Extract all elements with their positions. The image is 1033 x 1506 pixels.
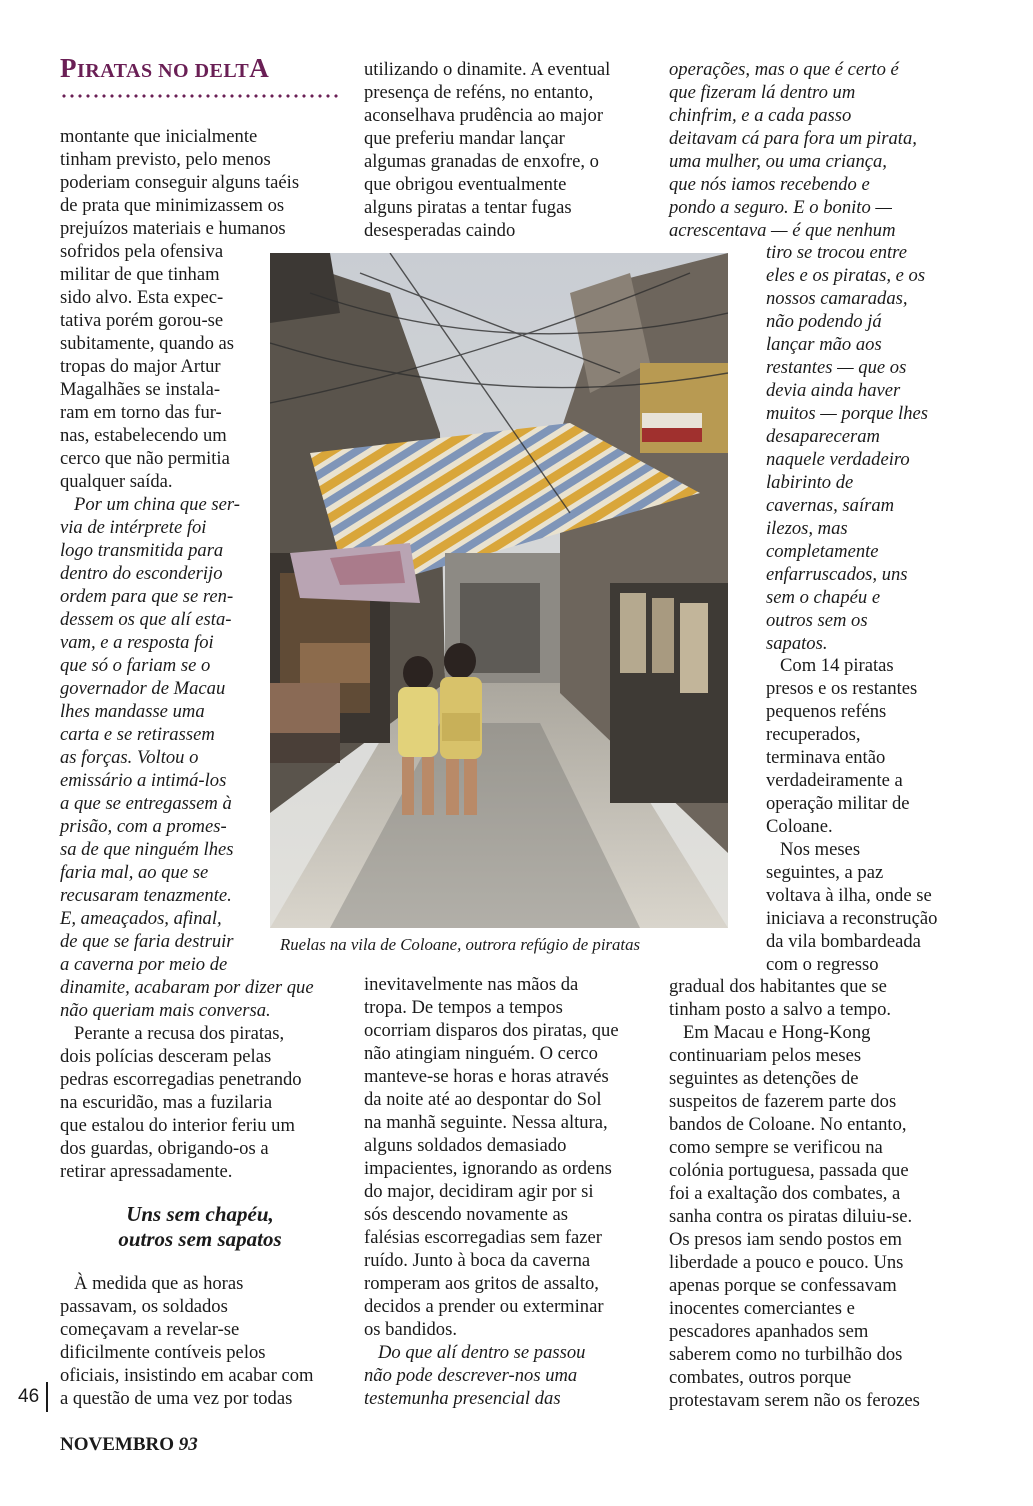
text-line: protestavam serem não os ferozes [669,1390,920,1411]
text-line: que preferiu mandar lançar [364,128,565,149]
text-line: que só o fariam se o [60,655,211,676]
text-line: chinfrim, e a cada passo [669,105,852,126]
text-line: falésias escorregadias sem fazer [364,1227,602,1248]
text-line: recusaram tenazmente. [60,885,232,906]
text-line: Nos meses [780,839,861,860]
article-title [60,52,350,87]
text-line: subitamente, quando as [60,333,235,354]
text-line: não podendo já [766,311,882,332]
text-line: desesperadas caindo [364,220,516,241]
text-line: qualquer saída. [60,471,173,492]
subheading-line-1: Uns sem chapéu, [126,1202,274,1226]
text-line: Coloane. [766,816,833,837]
col1-italic-wide [60,976,314,1022]
text-line: inevitavelmente nas mãos da [364,974,579,995]
text-line: cavernas, saíram [766,495,895,516]
text-line: via de intérprete foi [60,517,207,538]
text-line: romperam aos gritos de assalto, [364,1273,599,1294]
text-line: a caverna por meio de [60,954,228,975]
text-line: tropas do major Artur [60,356,221,377]
text-line: eles e os piratas, e os [766,265,926,286]
text-line: apenas porque se confessavam [669,1275,897,1296]
col2-top [364,58,610,242]
text-line: outros sem os [766,610,868,631]
text-line: desapareceram [766,426,880,447]
text-line: faria mal, ao que se [60,862,209,883]
page-number-rule [46,1382,48,1412]
text-line: de prata que minimizassem os [60,195,285,216]
text-line: saberem como no turbilhão dos [669,1344,903,1365]
issue-footer [60,1433,198,1457]
text-line: manteve-se horas e horas através [364,1066,609,1087]
col2-italic [364,1341,585,1410]
text-line: sem o chapéu e [766,587,881,608]
text-line: a que se entregassem à [60,793,232,814]
text-line: pescadores apanhados sem [669,1321,869,1342]
text-line: labirinto de [766,472,854,493]
text-line: recuperados, [766,724,861,745]
text-line: presença de reféns, no entanto, [364,82,594,103]
text-line: presos e os restantes [766,678,918,699]
text-line: ram em torno das fur- [60,402,222,423]
text-line: prejuízos materiais e humanos [60,218,286,239]
text-line: não pode descrever-nos uma [364,1365,578,1386]
text-line: restantes — que os [766,357,907,378]
title-small-caps: IRATAS NO DELT [77,60,250,82]
text-line: testemunha presencial das [364,1388,561,1409]
text-line: ordem para que se ren- [60,586,234,607]
col1-top [60,125,299,240]
text-line: vam, e a resposta foi [60,632,214,653]
text-line: nas, estabelecendo um [60,425,227,446]
text-line: alguns piratas a tentar fugas [364,197,572,218]
text-line: sós descendo novamente as [364,1204,568,1225]
col1-italic [60,493,240,976]
text-line: combates, outros porque [669,1367,852,1388]
text-line: seguintes as detenções de [669,1068,859,1089]
text-line: os bandidos. [364,1319,457,1340]
text-line: foi a exaltação dos combates, a [669,1183,901,1204]
col3-narrow [766,654,937,976]
text-line: À medida que as horas [74,1273,244,1294]
section-subheading [60,1202,340,1252]
text-line: não queriam mais conversa. [60,1000,271,1021]
text-line: oficiais, insistindo em acabar com [60,1365,314,1386]
text-line: deitavam cá para fora um pirata, [669,128,917,149]
text-line: governador de Macau [60,678,226,699]
text-line: utilizando o dinamite. A eventual [364,59,611,80]
text-line: operações, mas o que é certo é [669,59,899,80]
text-line: dos guardas, obrigando-os a [60,1138,269,1159]
text-line: colónia portuguesa, passada que [669,1160,909,1181]
text-line: suspeitos de fazerem parte dos [669,1091,897,1112]
text-line: Com 14 piratas [780,655,894,676]
text-line: ruído. Junto à boca da caverna [364,1250,591,1271]
text-line: alguns soldados demasiado [364,1135,567,1156]
text-line: uma mulher, ou uma criança, [669,151,887,172]
text-line: Perante a recusa dos piratas, [74,1023,285,1044]
text-line: acrescentava — é que nenhum [669,220,896,241]
col3-bottom [669,975,920,1412]
text-line: aconselhava prudência ao major [364,105,604,126]
text-line: poderiam conseguir alguns taéis [60,172,300,193]
text-line: pequenos reféns [766,701,887,722]
text-line: pedras escorregadias penetrando [60,1069,302,1090]
text-line: E, ameaçados, afinal, [60,908,222,929]
text-line: emissário a intimá-los [60,770,227,791]
street-photo [270,253,728,928]
text-line: terminava então [766,747,886,768]
title-initial: P [60,53,77,83]
text-line: que estalou do interior feriu um [60,1115,295,1136]
text-line: da vila bombardeada [766,931,921,952]
text-line: que obrigou eventualmente [364,174,567,195]
text-line: dessem os que alí esta- [60,609,232,630]
text-line: devia ainda haver [766,380,901,401]
title-final: A [249,53,270,83]
text-line: decidos a prender ou exterminar [364,1296,604,1317]
col1-after-subheading [60,1272,314,1410]
text-line: naquele verdadeiro [766,449,910,470]
text-line: liberdade a pouco e pouco. Uns [669,1252,904,1273]
photo-caption: Ruelas na vila de Coloane, outrora refúgio de piratas [280,935,640,954]
subheading-line-2: outros sem sapatos [118,1227,282,1251]
text-line: Em Macau e Hong-Kong [683,1022,871,1043]
text-line: continuariam pelos meses [669,1045,862,1066]
text-line: dentro do esconderijo [60,563,223,584]
text-line: bandos de Coloane. No entanto, [669,1114,907,1135]
text-line: as forças. Voltou o [60,747,199,768]
text-line: sanha contra os piratas diluiu-se. [669,1206,913,1227]
text-line: sido alvo. Esta expec- [60,287,224,308]
text-line: cerco que não permitia [60,448,230,469]
col1-narrow [60,240,234,493]
text-line: impacientes, ignorando as ordens [364,1158,612,1179]
text-line: verdadeiramente a [766,770,903,791]
text-line: nossos camaradas, [766,288,908,309]
text-line: que nós iamos recebendo e [669,174,870,195]
text-line: logo transmitida para [60,540,224,561]
text-line: montante que inicialmente [60,126,258,147]
col1-bottom [60,1022,302,1183]
text-line: sa de que ninguém lhes [60,839,234,860]
text-line: dois polícias desceram pelas [60,1046,272,1067]
title-dotted-rule [60,92,342,100]
text-line: tinham posto a salvo a tempo. [669,999,892,1020]
text-line: muitos — porque lhes [766,403,929,424]
issue-year: 93 [178,1434,198,1455]
text-line: enfarruscados, uns [766,564,908,585]
text-line: prisão, com a promes- [60,816,227,837]
text-line: tativa porém gorou-se [60,310,224,331]
text-line: na manhã seguinte. Nessa altura, [364,1112,608,1133]
text-line: a questão de uma vez por todas [60,1388,293,1409]
text-line: seguintes, a paz [766,862,884,883]
text-line: do major, decidiram agir por si [364,1181,594,1202]
text-line: Magalhães se instala- [60,379,221,400]
text-line: operação militar de [766,793,910,814]
text-line: ilezos, mas [766,518,848,539]
text-line: dinamite, acabaram por dizer que [60,977,314,998]
text-line: ocorriam disparos dos piratas, que [364,1020,619,1041]
text-line: com o regresso [766,954,879,975]
col2-bottom [364,973,619,1341]
text-line: que fizeram lá dentro um [669,82,856,103]
text-line: algumas granadas de enxofre, o [364,151,599,172]
text-line: gradual dos habitantes que se [669,976,887,997]
issue-month: NOVEMBRO [60,1434,174,1455]
text-line: tropa. De tempos a tempos [364,997,563,1018]
text-line: Do que alí dentro se passou [378,1342,586,1363]
text-line: tinham previsto, pelo menos [60,149,271,170]
text-line: iniciava a reconstrução [766,908,938,929]
text-line: tiro se trocou entre [766,242,907,263]
text-line: na escuridão, mas a fuzilaria [60,1092,273,1113]
col3-italic-top [669,58,917,242]
text-line: começavam a revelar-se [60,1319,240,1340]
text-line: retirar apressadamente. [60,1161,233,1182]
col3-italic-narrow [766,241,928,655]
page-number: 46 [18,1386,40,1407]
text-line: dificilmente contíveis pelos [60,1342,266,1363]
text-line: de que se faria destruir [60,931,234,952]
text-line: Os presos iam sendo postos em [669,1229,902,1250]
text-line: lançar mão aos [766,334,882,355]
text-line: militar de que tinham [60,264,220,285]
text-line: passavam, os soldados [60,1296,228,1317]
text-line: lhes mandasse uma [60,701,205,722]
text-line: inocentes comerciantes e [669,1298,855,1319]
text-line: completamente [766,541,879,562]
text-line: Por um china que ser- [74,494,240,515]
text-line: como sempre se verificou na [669,1137,883,1158]
text-line: sapatos. [766,633,828,654]
text-line: carta e se retirassem [60,724,215,745]
text-line: da noite até ao despontar do Sol [364,1089,602,1110]
text-line: voltava à ilha, onde se [766,885,932,906]
text-line: pondo a seguro. E o bonito — [669,197,892,218]
text-line: sofridos pela ofensiva [60,241,224,262]
text-line: não atingiam ninguém. O cerco [364,1043,598,1064]
